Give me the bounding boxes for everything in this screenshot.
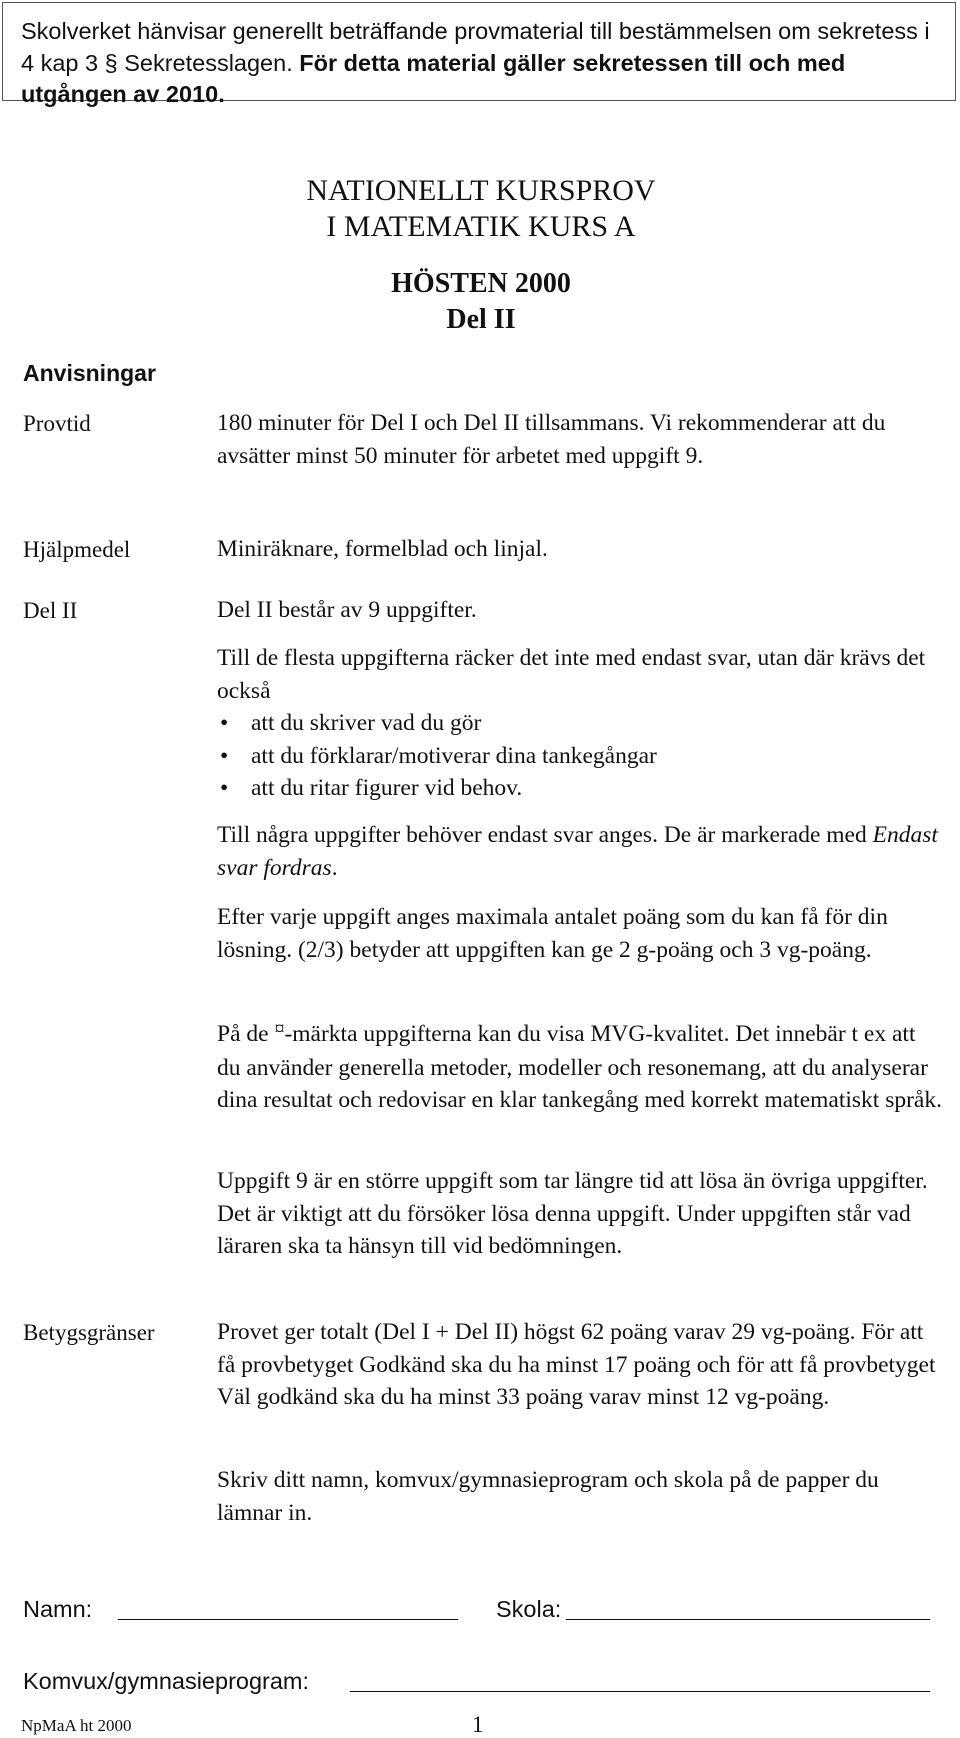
- del2-count-text: Del II består av 9 uppgifter.: [217, 597, 477, 623]
- betyg-text: Provet ger totalt (Del I + Del II) högst 62 poäng varav 29 vg-poäng. För att få provbetyget Godkänd ska du ha minst 17 poäng och för att få provbetyget Väl godkänd ska du ha minst 33 poäng varav minst 12 vg-poäng.: [217, 1319, 936, 1410]
- notice-bold-text: För detta material gäller sekretessen till och med utgången av 2010.: [21, 49, 846, 107]
- exam-title-line1: NATIONELLT KURSPROV: [306, 174, 656, 207]
- list-item: • att du skriver vad du gör: [217, 707, 937, 740]
- namn-field[interactable]: [118, 1619, 458, 1620]
- label-del2: Del II: [23, 598, 78, 623]
- skola-field[interactable]: [566, 1619, 930, 1620]
- bullet-icon: •: [220, 742, 229, 769]
- uppgift9-text: Uppgift 9 är en större uppgift som tar längre tid att lösa än övriga uppgifter. Det är viktigt att du försöker lösa denna uppgift. Under uppgiften står vad läraren ska ta hänsyn till vid bedömningen.: [217, 1168, 928, 1259]
- page-number: 1: [472, 1712, 484, 1737]
- exam-subtitle: [206, 266, 756, 338]
- label-provtid: Provtid: [23, 411, 91, 436]
- hjalpmedel-text: Miniräknare, formelblad och linjal.: [217, 536, 548, 562]
- requirements-list: [217, 707, 937, 805]
- confidentiality-notice: [2, 2, 956, 107]
- del2-intro-text: Till de flesta uppgifterna räcker det inte med endast svar, utan där krävs det också: [217, 645, 926, 704]
- bullet-icon: •: [220, 710, 229, 736]
- notice-text: Skolverket hänvisar generellt beträffande provmaterial till bestämmelsen om sekretess i 4 kap 3 § Sekretesslagen.: [21, 18, 930, 76]
- bullet-icon: •: [220, 775, 229, 801]
- exam-title-line2: I MATEMATIK KURS A: [326, 210, 636, 243]
- poang-text: Efter varje uppgift anges maximala antalet poäng som du kan få för din lösning. (2/3) betyder att uppgiften kan ge 2 g-poäng och 3 vg-poäng.: [217, 904, 888, 963]
- instructions-heading: Anvisningar: [23, 360, 156, 386]
- skola-label: Skola:: [496, 1596, 562, 1622]
- exam-part: Del II: [446, 304, 516, 335]
- endast-svar-marker: Endast svar fordras: [217, 822, 938, 881]
- exam-title: [206, 173, 756, 245]
- label-hjalpmedel: Hjälpmedel: [23, 537, 131, 562]
- list-item: • att du ritar figurer vid behov.: [217, 772, 937, 805]
- footer-code: NpMaA ht 2000: [21, 1716, 132, 1735]
- provtid-text: 180 minuter för Del I och Del II tillsammans. Vi rekommenderar att du avsätter minst 50 minuter för arbetet med uppgift 9.: [217, 410, 886, 469]
- namn-instruction-text: Skriv ditt namn, komvux/gymnasieprogram och skola på de papper du lämnar in.: [217, 1467, 879, 1526]
- label-betygsgranser: Betygsgränser: [23, 1320, 155, 1345]
- mvg-text: På de ¤-märkta uppgifterna kan du visa MVG-kvalitet. Det innebär t ex att du använder generella metoder, modeller och resonemang, att du analyserar dina resultat och redovisar en klar tankegång med korrekt matematiskt språk.: [217, 1018, 942, 1113]
- namn-label: Namn:: [23, 1596, 93, 1622]
- endast-svar-text: Till några uppgifter behöver endast svar anges. De är markerade med Endast svar fordras.: [217, 822, 938, 881]
- program-label: Komvux/gymnasieprogram:: [23, 1668, 310, 1694]
- list-item: • att du förklarar/motiverar dina tankegångar: [217, 740, 937, 773]
- program-field[interactable]: [350, 1691, 930, 1692]
- exam-term: HÖSTEN 2000: [391, 268, 571, 299]
- mvg-symbol-icon: ¤: [274, 1018, 285, 1040]
